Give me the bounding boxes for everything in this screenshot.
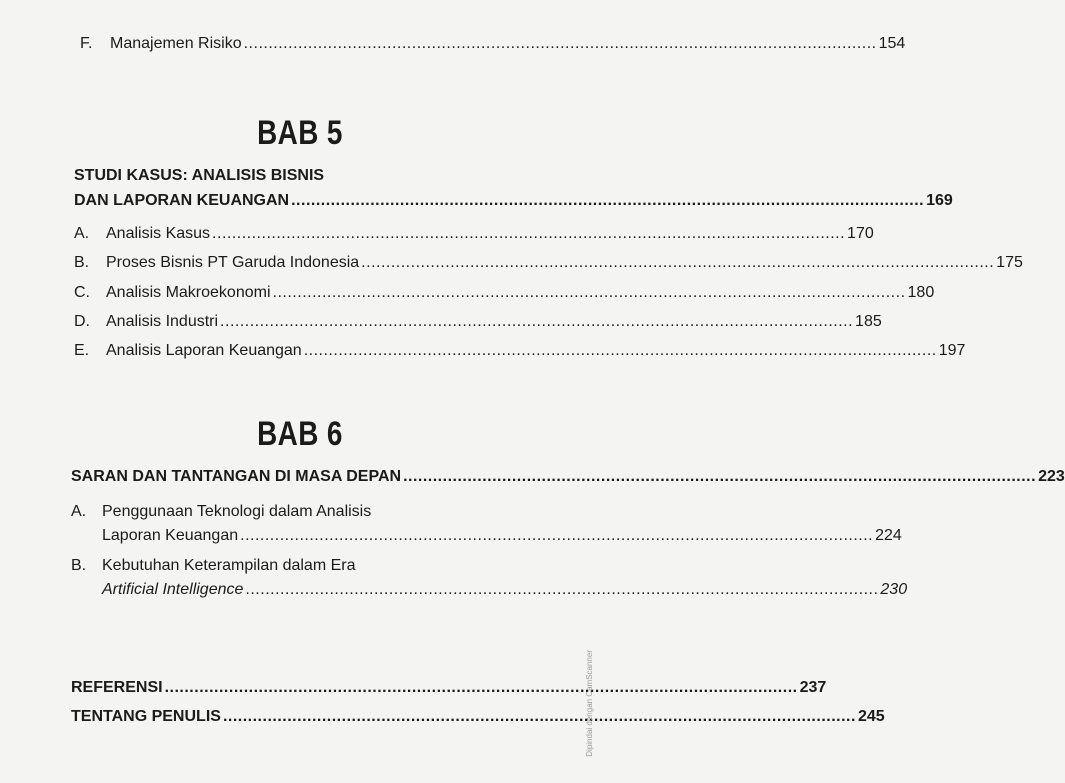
entry-page: 185 — [855, 313, 882, 330]
entry-title: TENTANG PENULIS — [71, 708, 221, 725]
entry-page: 175 — [996, 254, 1023, 271]
chapter5-title-entry[interactable] — [74, 191, 953, 211]
toc-entry-6a-letter: A. — [71, 503, 87, 520]
entry-page: 224 — [875, 527, 902, 544]
entry-title: Analisis Makroekonomi — [106, 284, 271, 301]
toc-entry-5d[interactable] — [74, 312, 882, 332]
toc-entry-6b[interactable] — [102, 580, 908, 600]
leader-dots: ................................................................................................................................ — [245, 581, 879, 598]
entry-letter: E. — [74, 342, 90, 359]
entry-title: Manajemen Risiko — [110, 35, 242, 52]
entry-title: Analisis Laporan Keuangan — [106, 342, 302, 359]
leader-dots: ................................................................................................................................ — [212, 225, 846, 242]
leader-dots: ................................................................................................................................ — [361, 254, 995, 271]
chapter5-title-line2: DAN LAPORAN KEUANGAN — [74, 192, 290, 209]
chapter6-title-entry[interactable] — [71, 467, 1065, 487]
chapter-heading-bab5: BAB 5 — [257, 114, 343, 152]
entry-title: REFERENSI — [71, 679, 163, 696]
entry-letter: A. — [74, 225, 90, 242]
leader-dots: ................................................................................................................................ — [243, 35, 877, 52]
toc-entry-f-manajemen-risiko[interactable] — [80, 34, 906, 54]
entry-page: 230 — [880, 581, 908, 598]
entry-letter: D. — [74, 313, 90, 330]
toc-entry-5e[interactable] — [74, 341, 966, 361]
leader-dots: ................................................................................................................................ — [220, 313, 854, 330]
leader-dots: ................................................................................................................................ — [272, 284, 906, 301]
scanner-watermark: Dipindai dengan CamScanner — [585, 650, 594, 757]
chapter5-title-line1[interactable]: STUDI KASUS: ANALISIS BISNIS — [74, 167, 325, 184]
entry-page: 170 — [847, 225, 874, 242]
chapter-heading-bab6: BAB 6 — [257, 415, 343, 453]
toc-entry-6a[interactable] — [102, 526, 902, 546]
leader-dots: ................................................................................................................................ — [303, 342, 937, 359]
entry-title-line2: Laporan Keuangan — [102, 527, 239, 544]
chapter5-page: 169 — [926, 192, 953, 209]
toc-entry-referensi[interactable] — [71, 678, 827, 698]
toc-entry-6b-title-line1[interactable]: Kebutuhan Keterampilan dalam Era — [102, 557, 356, 574]
leader-dots: ................................................................................................................................ — [222, 708, 856, 725]
entry-letter: B. — [74, 254, 90, 271]
entry-title-line2: Artificial Intelligence — [102, 581, 244, 598]
entry-page: 245 — [857, 708, 885, 725]
toc-entry-6b-letter: B. — [71, 557, 87, 574]
entry-title: Analisis Industri — [106, 313, 219, 330]
toc-entry-6a-title-line1[interactable]: Penggunaan Teknologi dalam Analisis — [102, 503, 372, 520]
toc-entry-5b[interactable] — [74, 253, 1023, 273]
toc-entry-tentang-penulis[interactable] — [71, 707, 885, 727]
entry-letter: F. — [80, 35, 93, 52]
leader-dots: ................................................................................................................................ — [403, 468, 1037, 485]
toc-entry-5c[interactable] — [74, 283, 935, 303]
entry-page: 197 — [938, 342, 966, 359]
leader-dots: ................................................................................................................................ — [164, 679, 798, 696]
entry-letter: C. — [74, 284, 90, 301]
toc-entry-5a[interactable] — [74, 224, 874, 244]
leader-dots: ................................................................................................................................ — [240, 527, 874, 544]
chapter6-page: 223 — [1038, 468, 1065, 485]
entry-title: Proses Bisnis PT Garuda Indonesia — [106, 254, 360, 271]
chapter6-title: SARAN DAN TANTANGAN DI MASA DEPAN — [71, 468, 402, 485]
entry-page: 154 — [878, 35, 906, 52]
entry-page: 237 — [799, 679, 827, 696]
entry-title: Analisis Kasus — [106, 225, 211, 242]
entry-page: 180 — [907, 284, 935, 301]
leader-dots: ................................................................................................................................ — [291, 192, 925, 209]
